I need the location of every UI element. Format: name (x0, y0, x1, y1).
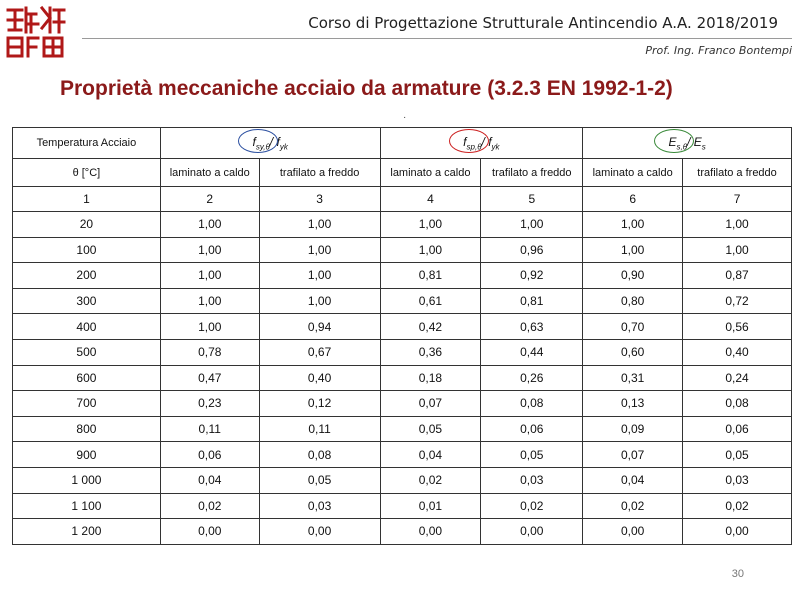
table-cell: 0,03 (481, 467, 583, 493)
table-cell: 0,08 (481, 391, 583, 417)
table-cell: 1,00 (160, 263, 259, 289)
column-header: trafilato a freddo (481, 159, 583, 187)
red-circle-highlight (449, 129, 489, 153)
column-header: trafilato a freddo (683, 159, 792, 187)
table-cell: 0,44 (481, 339, 583, 365)
table-row (13, 391, 792, 417)
table-body (13, 212, 792, 545)
table-cell: 0,92 (481, 263, 583, 289)
blue-circle-highlight (238, 129, 278, 153)
table-cell: 0,72 (683, 288, 792, 314)
table-cell: 0,05 (481, 442, 583, 468)
column-header: laminato a caldo (380, 159, 481, 187)
temperature-cell: 600 (13, 365, 161, 391)
table-row (13, 288, 792, 314)
table-row (13, 365, 792, 391)
table-cell: 0,26 (481, 365, 583, 391)
table-cell: 0,56 (683, 314, 792, 340)
table-cell: 0,01 (380, 493, 481, 519)
table-cell: 0,80 (583, 288, 683, 314)
table-cell: 0,00 (380, 519, 481, 545)
table-cell: 0,00 (683, 519, 792, 545)
table-cell: 1,00 (160, 288, 259, 314)
course-title: Corso di Progettazione Strutturale Antincendio A.A. 2018/2019 (308, 14, 778, 32)
table-cell: 0,03 (683, 467, 792, 493)
temperature-cell: 1 100 (13, 493, 161, 519)
table-cell: 0,40 (683, 339, 792, 365)
table-cell: 0,60 (583, 339, 683, 365)
temperature-cell: 900 (13, 442, 161, 468)
table-cell: 1,00 (380, 212, 481, 238)
temperature-cell: 300 (13, 288, 161, 314)
table-cell: 0,08 (683, 391, 792, 417)
steel-properties-table (12, 127, 792, 545)
table-cell: 0,90 (583, 263, 683, 289)
column-number: 2 (160, 187, 259, 212)
table-row (13, 212, 792, 238)
university-seal-icon (4, 4, 68, 62)
table-cell: 0,94 (259, 314, 380, 340)
proportional-limit-header (380, 128, 583, 159)
column-number: 5 (481, 187, 583, 212)
table-header-row-2 (13, 159, 792, 187)
table-cell: 0,04 (583, 467, 683, 493)
temperature-cell: 400 (13, 314, 161, 340)
temperature-cell: 800 (13, 416, 161, 442)
table-cell: 1,00 (160, 237, 259, 263)
table-cell: 0,02 (583, 493, 683, 519)
table-cell: 0,31 (583, 365, 683, 391)
table-cell: 1,00 (583, 212, 683, 238)
table-cell: 1,00 (481, 212, 583, 238)
header-divider (82, 38, 792, 39)
table-cell: 0,11 (160, 416, 259, 442)
table-cell: 0,61 (380, 288, 481, 314)
table-cell: 0,02 (481, 493, 583, 519)
table-cell: 0,12 (259, 391, 380, 417)
column-number: 3 (259, 187, 380, 212)
green-circle-highlight (654, 129, 694, 153)
table-cell: 0,00 (160, 519, 259, 545)
column-number: 6 (583, 187, 683, 212)
table-cell: 1,00 (583, 237, 683, 263)
table-cell: 0,47 (160, 365, 259, 391)
table-cell: 0,67 (259, 339, 380, 365)
table-cell: 0,23 (160, 391, 259, 417)
table-cell: 1,00 (259, 212, 380, 238)
elastic-modulus-header (583, 128, 792, 159)
table-cell: 0,05 (683, 442, 792, 468)
column-header: trafilato a freddo (259, 159, 380, 187)
table-cell: 1,00 (259, 237, 380, 263)
yield-strength-header (160, 128, 380, 159)
table-cell: 0,07 (380, 391, 481, 417)
table-cell: 0,02 (160, 493, 259, 519)
table-cell: 0,13 (583, 391, 683, 417)
table-cell: 0,40 (259, 365, 380, 391)
table-cell: 1,00 (683, 212, 792, 238)
column-number: 7 (683, 187, 792, 212)
table-cell: 0,04 (160, 467, 259, 493)
stray-dot: · (403, 112, 407, 123)
table-cell: 0,02 (380, 467, 481, 493)
table-cell: 0,02 (683, 493, 792, 519)
temperature-cell: 1 200 (13, 519, 161, 545)
table-cell: 0,24 (683, 365, 792, 391)
table-cell: 0,00 (481, 519, 583, 545)
temperature-unit-label: θ [°C] (13, 159, 161, 187)
table-cell: 0,70 (583, 314, 683, 340)
table-cell: 0,81 (380, 263, 481, 289)
professor-name: Prof. Ing. Franco Bontempi (645, 44, 792, 57)
table-row (13, 237, 792, 263)
elastic-modulus-symbol: $E_{s,\theta}/$ $E_s$ (656, 133, 717, 153)
table-row (13, 416, 792, 442)
column-number-row (13, 187, 792, 212)
table-row (13, 314, 792, 340)
table-cell: 0,07 (583, 442, 683, 468)
table-cell: 0,03 (259, 493, 380, 519)
table-cell: 0,05 (380, 416, 481, 442)
slide-title: Proprietà meccaniche acciaio da armature (3.2.3 EN 1992-1-2) (60, 77, 673, 100)
table-cell: 0,36 (380, 339, 481, 365)
column-header: laminato a caldo (160, 159, 259, 187)
proportional-limit-symbol: $f_{sp,\theta}/$ $f_{yk}$ (451, 133, 511, 153)
temperature-cell: 20 (13, 212, 161, 238)
column-number: 4 (380, 187, 481, 212)
table-row (13, 442, 792, 468)
table-cell: 0,81 (481, 288, 583, 314)
table-cell: 1,00 (160, 212, 259, 238)
temperature-cell: 200 (13, 263, 161, 289)
table-cell: 0,05 (259, 467, 380, 493)
temperature-cell: 1 000 (13, 467, 161, 493)
column-header: laminato a caldo (583, 159, 683, 187)
table-cell: 0,00 (583, 519, 683, 545)
temperature-cell: 500 (13, 339, 161, 365)
table-cell: 0,11 (259, 416, 380, 442)
table-cell: 0,06 (481, 416, 583, 442)
table-cell: 0,06 (683, 416, 792, 442)
table-cell: 1,00 (683, 237, 792, 263)
table-cell: 0,08 (259, 442, 380, 468)
column-number: 1 (13, 187, 161, 212)
table-row (13, 493, 792, 519)
table-cell: 0,06 (160, 442, 259, 468)
table-header-row-1 (13, 128, 792, 159)
temperature-label: Temperatura Acciaio (13, 128, 161, 159)
table-cell: 1,00 (160, 314, 259, 340)
table-cell: 1,00 (380, 237, 481, 263)
temperature-cell: 100 (13, 237, 161, 263)
table-cell: 0,87 (683, 263, 792, 289)
table-cell: 1,00 (259, 288, 380, 314)
table-row (13, 339, 792, 365)
table-cell: 0,00 (259, 519, 380, 545)
table-row (13, 467, 792, 493)
table-cell: 0,42 (380, 314, 481, 340)
table-cell: 0,78 (160, 339, 259, 365)
table-cell: 0,09 (583, 416, 683, 442)
table-cell: 0,63 (481, 314, 583, 340)
page-number: 30 (731, 568, 744, 580)
yield-strength-symbol: $f_{sy,\theta}/$ $f_{yk}$ (240, 133, 299, 153)
temperature-cell: 700 (13, 391, 161, 417)
table-row (13, 519, 792, 545)
table-cell: 0,04 (380, 442, 481, 468)
table-cell: 0,18 (380, 365, 481, 391)
table-row (13, 263, 792, 289)
table-cell: 1,00 (259, 263, 380, 289)
table-cell: 0,96 (481, 237, 583, 263)
